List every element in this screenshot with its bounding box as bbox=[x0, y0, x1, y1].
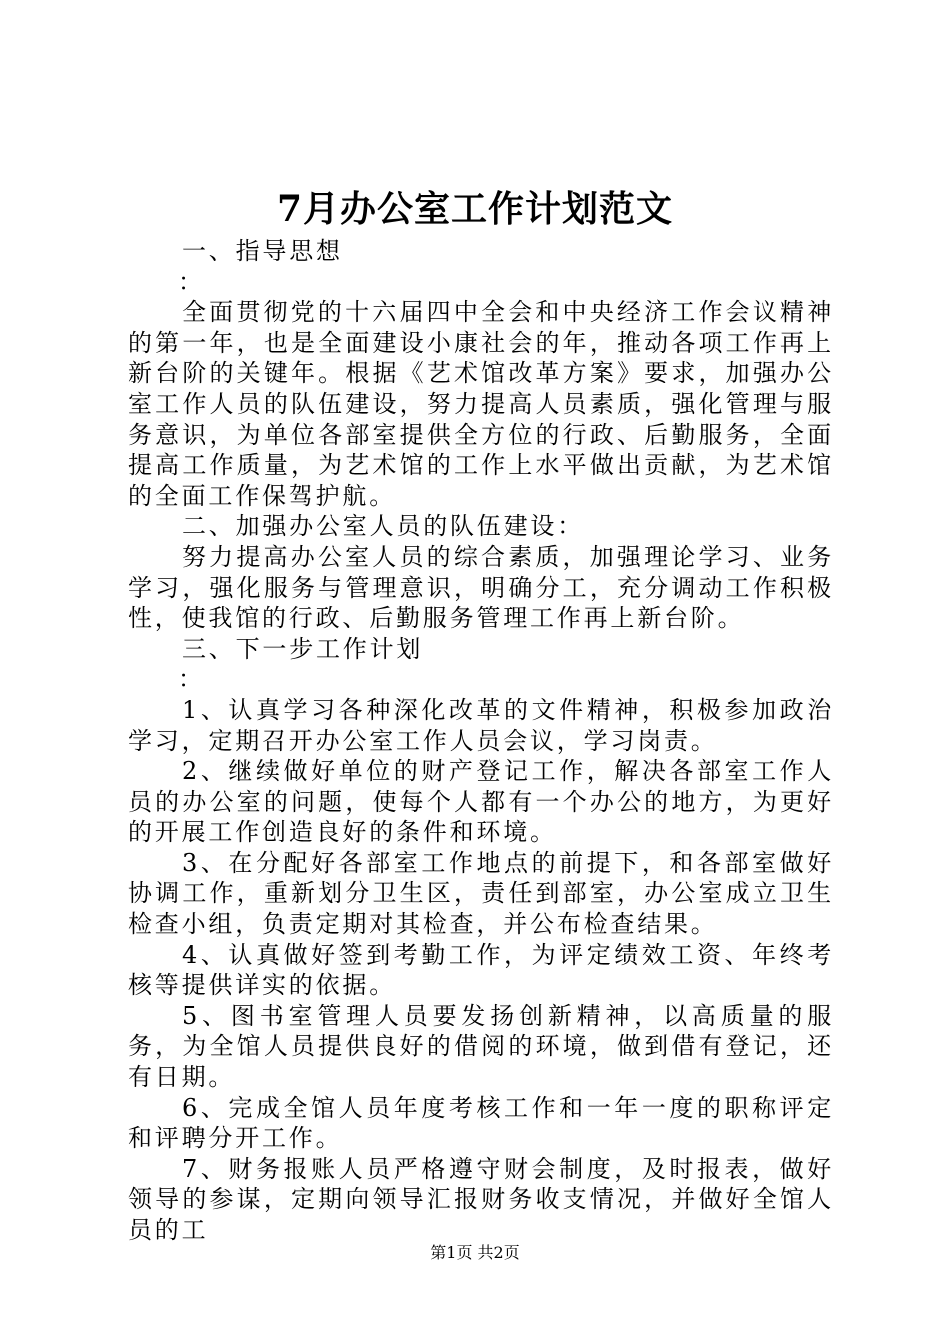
body-paragraph: 1、认真学习各种深化改革的文件精神，积极参加政治学习，定期召开办公室工作人员会议，学习岗责。 bbox=[128, 695, 834, 755]
body-paragraph: 三、下一步工作计划 bbox=[182, 634, 424, 663]
body-paragraph: 一、指导思想 bbox=[182, 237, 343, 265]
document-body bbox=[128, 236, 834, 1246]
body-paragraph: 4、认真做好签到考勤工作，为评定绩效工资、年终考核等提供详实的依据。 bbox=[128, 940, 834, 1000]
body-paragraph: 5、图书室管理人员要发扬创新精神，以高质量的服务，为全馆人员提供良好的借阅的环境，做到借有登记，还有日期。 bbox=[128, 1001, 834, 1092]
document-title: 7月办公室工作计划范文 bbox=[276, 188, 674, 230]
body-paragraph: ： bbox=[178, 665, 205, 694]
body-paragraph: 2、继续做好单位的财产登记工作，解决各部室工作人员的办公室的问题，使每个人都有一个办公的地方，为更好的开展工作创造良好的条件和环境。 bbox=[128, 757, 834, 847]
page-footer: 第1页 共2页 bbox=[430, 1243, 520, 1262]
body-paragraph: 6、完成全馆人员年度考核工作和一年一度的职称评定和评聘分开工作。 bbox=[128, 1093, 834, 1153]
body-paragraph: 3、在分配好各部室工作地点的前提下，和各部室做好协调工作，重新划分卫生区，责任到部室，办公室成立卫生检查小组，负责定期对其检查，并公布检查结果。 bbox=[128, 848, 834, 939]
body-paragraph: 二、加强办公室人员的队伍建设： bbox=[182, 512, 584, 541]
body-paragraph: ： bbox=[178, 267, 205, 296]
body-paragraph: 7、财务报账人员严格遵守财会制度，及时报表，做好领导的参谋，定期向领导汇报财务收支情况，并做好全馆人员的工 bbox=[128, 1154, 834, 1244]
body-paragraph: 全面贯彻党的十六届四中全会和中央经济工作会议精神的第一年，也是全面建设小康社会的年，推动各项工作再上新台阶的关键年。根据《艺术馆改革方案》要求，加强办公室工作人员的队伍建设，努力提高人员素质，强化管理与服务意识，为单位各部室提供全方位的行政、后勤服务，全面提高工作质量，为艺术馆的工作上水平做出贡献，为艺术馆的全面工作保驾护航。 bbox=[128, 298, 834, 510]
body-paragraph: 努力提高办公室人员的综合素质，加强理论学习、业务学习，强化服务与管理意识，明确分工，充分调动工作积极性，使我馆的行政、后勤服务管理工作再上新台阶。 bbox=[128, 542, 834, 633]
